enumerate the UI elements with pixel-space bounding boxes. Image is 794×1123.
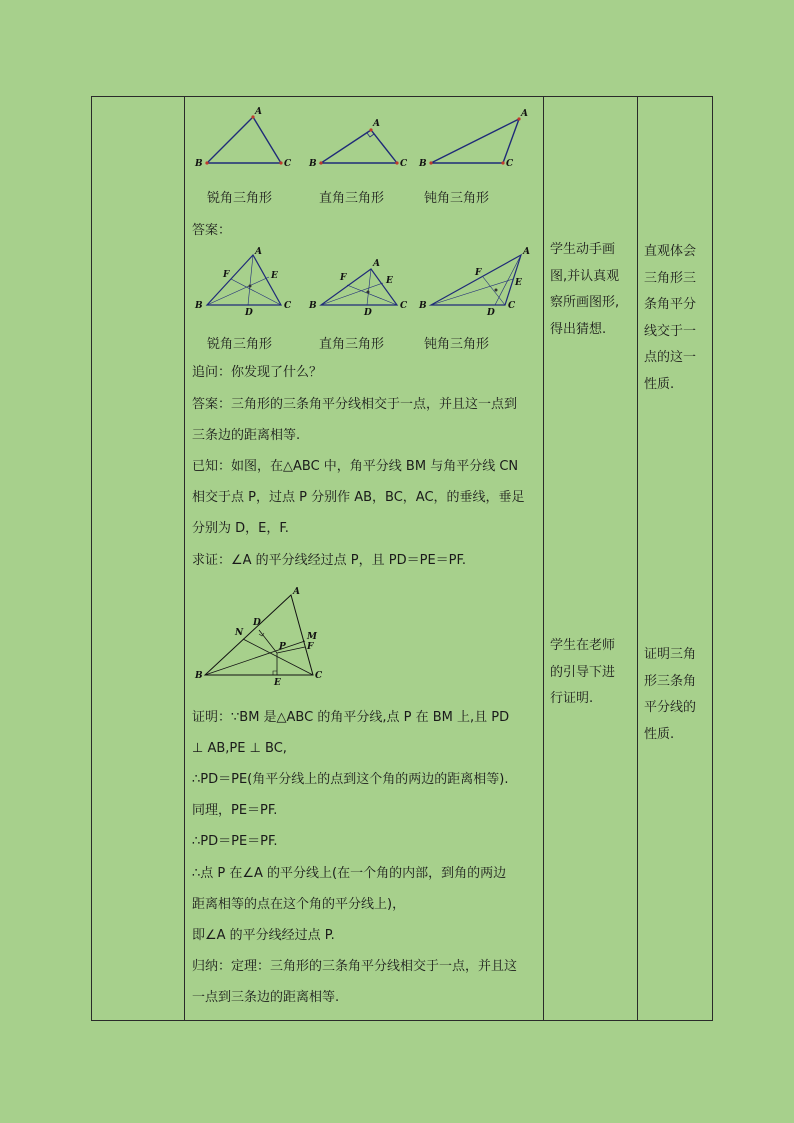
label-C: C <box>506 159 514 169</box>
label-B: B <box>419 159 427 169</box>
label-A: A <box>373 259 380 269</box>
proof-triangle-figure <box>193 585 333 685</box>
label-B: B <box>309 159 317 169</box>
caption-obtuse: 钝角三角形 <box>424 337 490 352</box>
caption-acute: 锐角三角形 <box>207 191 273 206</box>
obtuse-triangle-bisectors-figure <box>417 247 537 319</box>
proof-line-6: ∴点 P 在∠A 的平分线上(在一个角的内部，到角的两边 <box>192 866 507 881</box>
proof-line-8: 即∠A 的平分线经过点 P. <box>192 928 335 943</box>
label-B: B <box>195 671 203 681</box>
label-A: A <box>255 247 262 257</box>
obtuse-triangle-figure <box>417 105 537 177</box>
label-E: E <box>386 276 393 286</box>
design-purpose-cell <box>638 97 713 1021</box>
label-M: M <box>307 632 317 642</box>
acute-triangle-figure <box>193 105 293 177</box>
label-C: C <box>284 159 292 169</box>
label-B: B <box>419 301 427 311</box>
label-E: E <box>274 678 281 685</box>
label-C: C <box>508 301 516 311</box>
student-note-1: 学生动手画 图,并认真观 察所画图形, 得出猜想. <box>550 242 620 337</box>
label-C: C <box>400 159 407 169</box>
proof-line-4: 同理，PE＝PF. <box>192 803 278 818</box>
label-N: N <box>235 628 244 638</box>
proof-line-3: ∴PD＝PE(角平分线上的点到这个角的两边的距离相等). <box>192 772 509 787</box>
known-line-2: 相交于点 P，过点 P 分别作 AB，BC，AC，的垂线，垂足 <box>192 490 525 505</box>
proof-line-7: 距离相等的点在这个角的平分线上)， <box>192 897 406 912</box>
label-D: D <box>364 308 372 318</box>
label-C: C <box>400 301 407 311</box>
proof-line-10: 一点到三条边的距离相等. <box>192 990 340 1005</box>
label-D: D <box>253 618 261 628</box>
known-line-3: 分别为 D，E，F. <box>192 521 289 536</box>
question-text: 追问：你发现了什么？ <box>192 365 323 380</box>
label-D: D <box>245 308 253 318</box>
purpose-note-1: 直观体会 三角形三 条角平分 线交于一 点的这一 性质. <box>644 244 697 392</box>
label-D: D <box>487 308 495 318</box>
stage-cell <box>92 97 185 1021</box>
proof-line-2: ⊥ AB,PE ⊥ BC, <box>192 741 287 756</box>
label-B: B <box>195 159 203 169</box>
caption-obtuse: 钝角三角形 <box>424 191 490 206</box>
content-cell <box>185 97 544 1021</box>
label-F: F <box>475 268 482 278</box>
purpose-note-2: 证明三角 形三条角 平分线的 性质. <box>644 647 697 742</box>
proof-line-1: 证明：∵BM 是△ABC 的角平分线,点 P 在 BM 上,且 PD <box>192 710 510 725</box>
known-line-1: 已知：如图，在△ABC 中，角平分线 BM 与角平分线 CN <box>192 459 519 474</box>
label-A: A <box>523 247 530 257</box>
label-E: E <box>515 278 522 288</box>
caption-acute: 锐角三角形 <box>207 337 273 352</box>
proof-line-5: ∴PD＝PE＝PF. <box>192 834 278 849</box>
caption-right: 直角三角形 <box>319 191 385 206</box>
label-P: P <box>279 642 286 652</box>
label-A: A <box>255 107 262 117</box>
label-B: B <box>195 301 203 311</box>
student-note-2: 学生在老师 的引导下进 行证明. <box>550 638 616 706</box>
label-A: A <box>521 109 528 119</box>
label-F: F <box>223 270 230 280</box>
student-activity-cell <box>544 97 638 1021</box>
label-A: A <box>293 587 300 597</box>
answer-line-2: 三条边的距离相等. <box>192 428 301 443</box>
label-C: C <box>315 671 323 681</box>
label-C: C <box>284 301 292 311</box>
label-F: F <box>307 642 314 652</box>
answer-label: 答案： <box>192 223 232 238</box>
label-A: A <box>373 119 380 129</box>
lesson-table <box>91 96 713 1021</box>
right-triangle-figure <box>307 105 407 177</box>
label-F: F <box>340 273 347 283</box>
label-E: E <box>271 271 278 281</box>
acute-triangle-bisectors-figure <box>193 247 293 319</box>
proof-line-9: 归纳：定理：三角形的三条角平分线相交于一点，并且这 <box>192 959 518 974</box>
label-B: B <box>309 301 317 311</box>
caption-right: 直角三角形 <box>319 337 385 352</box>
prove-text: 求证：∠A 的平分线经过点 P，且 PD＝PE＝PF. <box>192 553 467 568</box>
answer-line-1: 答案：三角形的三条角平分线相交于一点，并且这一点到 <box>192 397 518 412</box>
right-triangle-bisectors-figure <box>307 247 407 319</box>
